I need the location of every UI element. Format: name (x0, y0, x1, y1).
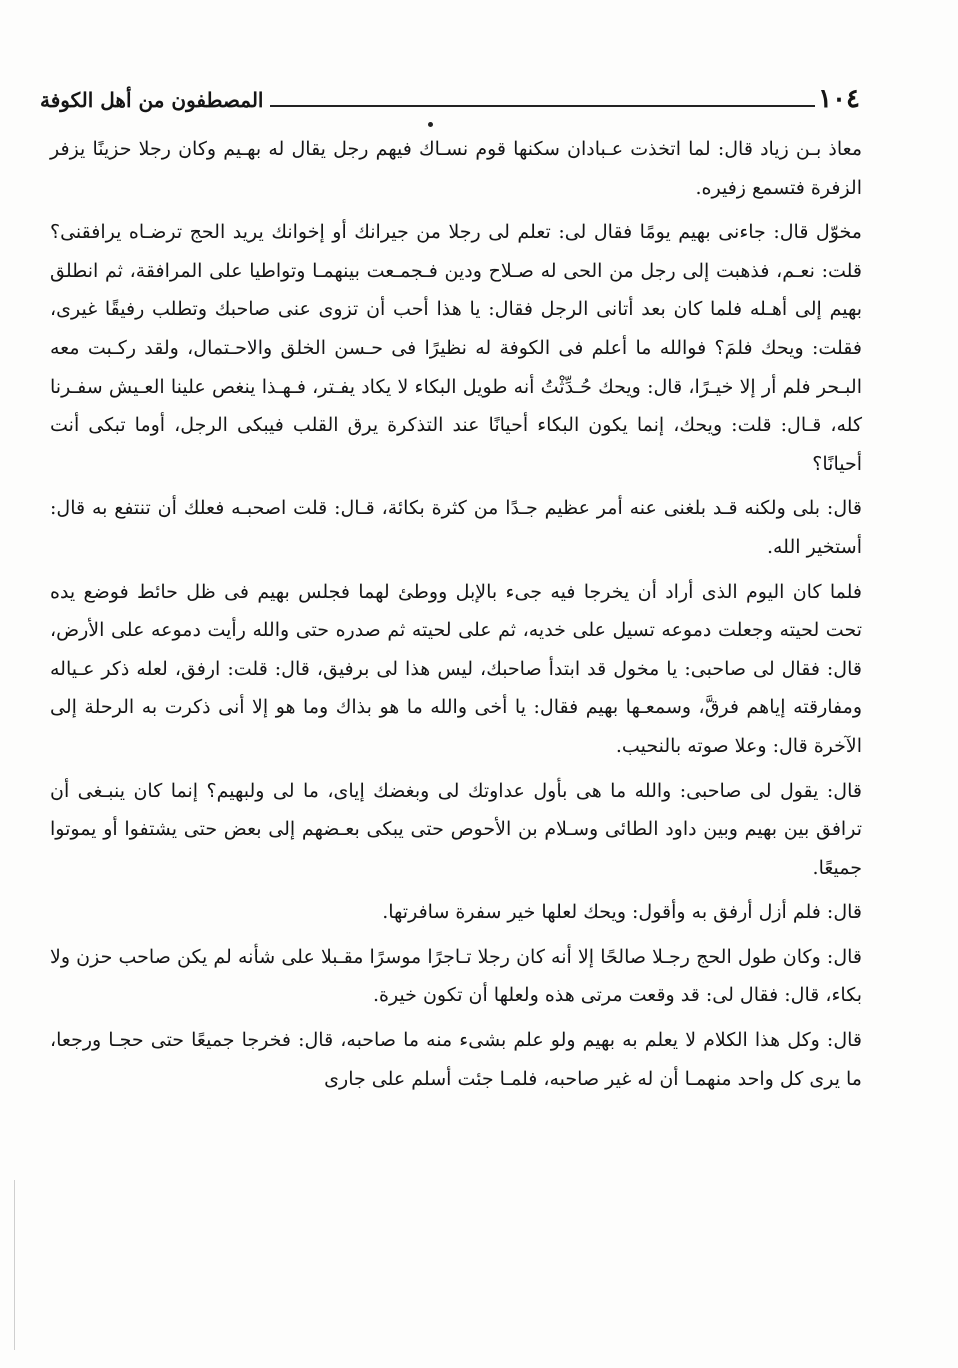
paragraph: قال: بلى ولكنه قـد بلغنى عنه أمر عظيم جـدًا من كثرة بكائة، قـال: قلت اصحبـه فعلك أن تنتفع به قال: أستخير الله. (50, 497, 862, 558)
body-text (50, 130, 862, 1104)
paragraph: فلما كان اليوم الذى أراد أن يخرجا فيه جىء بالإبل ووطئ لهما فجلس بهيم فى ظل حائط فوضع يده تحت لحيته وجعلت دموعه تسيل على خديه، ثم على لحيته ثم صدره حتى والله رأيت دموعه على الأرض، قال: فقال لى صاحبى: يا مخول قد ابتدأ صاحبك، ليس هذا لى برفيق، قال: قلت: ارفق، لعله ذكر عـياله ومفارقته إياهم فرقَّ، وسمعـها بهيم فقال: يا أخى والله ما هو بذاك وما هو إلا أنى ذكرت به الرحلة إلى الآخرة قال: وعلا صوته بالنحيب. (50, 580, 862, 757)
ink-dot (428, 122, 433, 127)
page-number: ١٠٤ (818, 84, 860, 114)
paragraph: مخوّل قال: جاءنى بهيم يومًا فقال لى: تعلم لى رجلا من جيرانك أو إخوانك يريد الحج ترضـاه يرافقنى؟ قلت: نعـم، فذهبت إلى رجل من الحى له صـلاح ودين فـجمـعت بينهمـا وتواطيا على المرافقة، ثم انطلق بهيم إلى أهـله فلما كان بعد أتانى الرجل فقال: يا هذا أحب أن تزوى عنى صاحبك وتطلب رفيقًا غيرى، فقلت: ويحك فلمَ؟ فوالله ما أعلم فى الكوفة له نظيرًا فى حـسن الخلق والاحـتمال، ولقد ركـبت معه البـحر فلم أر إلا خيـرًا، قال: ويحك حُـدِّثْتُ أنه طويل البكاء لا يكاد يفـتر، فـهـذا ينغص علينا العـيش سفـرنا كله، قـال: قلت: ويحك، إنما يكون البكاء أحيانًا عند التذكرة يرق القلب فيبكى الرجل، أوما تبكى أنت أحيانًا؟ (50, 221, 862, 475)
paragraph: قال: فلم أزل أرفق به وأقول: ويحك لعلها خير سفرة سافرتها. (382, 901, 862, 924)
header-rule (270, 105, 815, 107)
paragraph: معاذ بـن زياد قال: لما اتخذت عـبادان سكنها قوم نسـاك فيهم رجل يقال له بهـيم وكان رجلا حزينًا يزفر الزفرة فتسمع زفيره. (50, 138, 862, 199)
running-title: المصطفون من أهل الكوفة (40, 88, 264, 112)
page-header (40, 84, 860, 120)
paragraph: قال: وكل هذا الكلام لا يعلم به بهيم ولو علم بشىء منه ما صاحبه، قال: فخرجا جميعًا حتى حجـا ورجعا، ما يرى كل واحد منهمـا أن له غير صاحبه، فلمـا جئت أسلم على جارى (50, 1029, 862, 1090)
scan-edge-line (14, 1180, 15, 1350)
paragraph: قال: وكان طول الحج رجـلا صالحًا إلا أنه كان رجلا تـاجرًا موسرًا مقـبلا على شأنه لم يكن صاحب حزن ولا بكاء، قال: فقال لى: قد وقعت مرتى هذه ولعلها أن تكون خيرة. (50, 945, 862, 1007)
paragraph: قال: يقول لى صاحبى: والله ما هى بأول عداوتك لى وبغضك إياى، ما لى ولبهيم؟ إنما كان ينبـغى أن ترافق بين بهيم وبين داود الطائى وسـلام بن الأحوص حتى يبكى بعـضهم إلى بعض حتى يشتفوا أو يموتوا جميعًا. (50, 779, 862, 879)
